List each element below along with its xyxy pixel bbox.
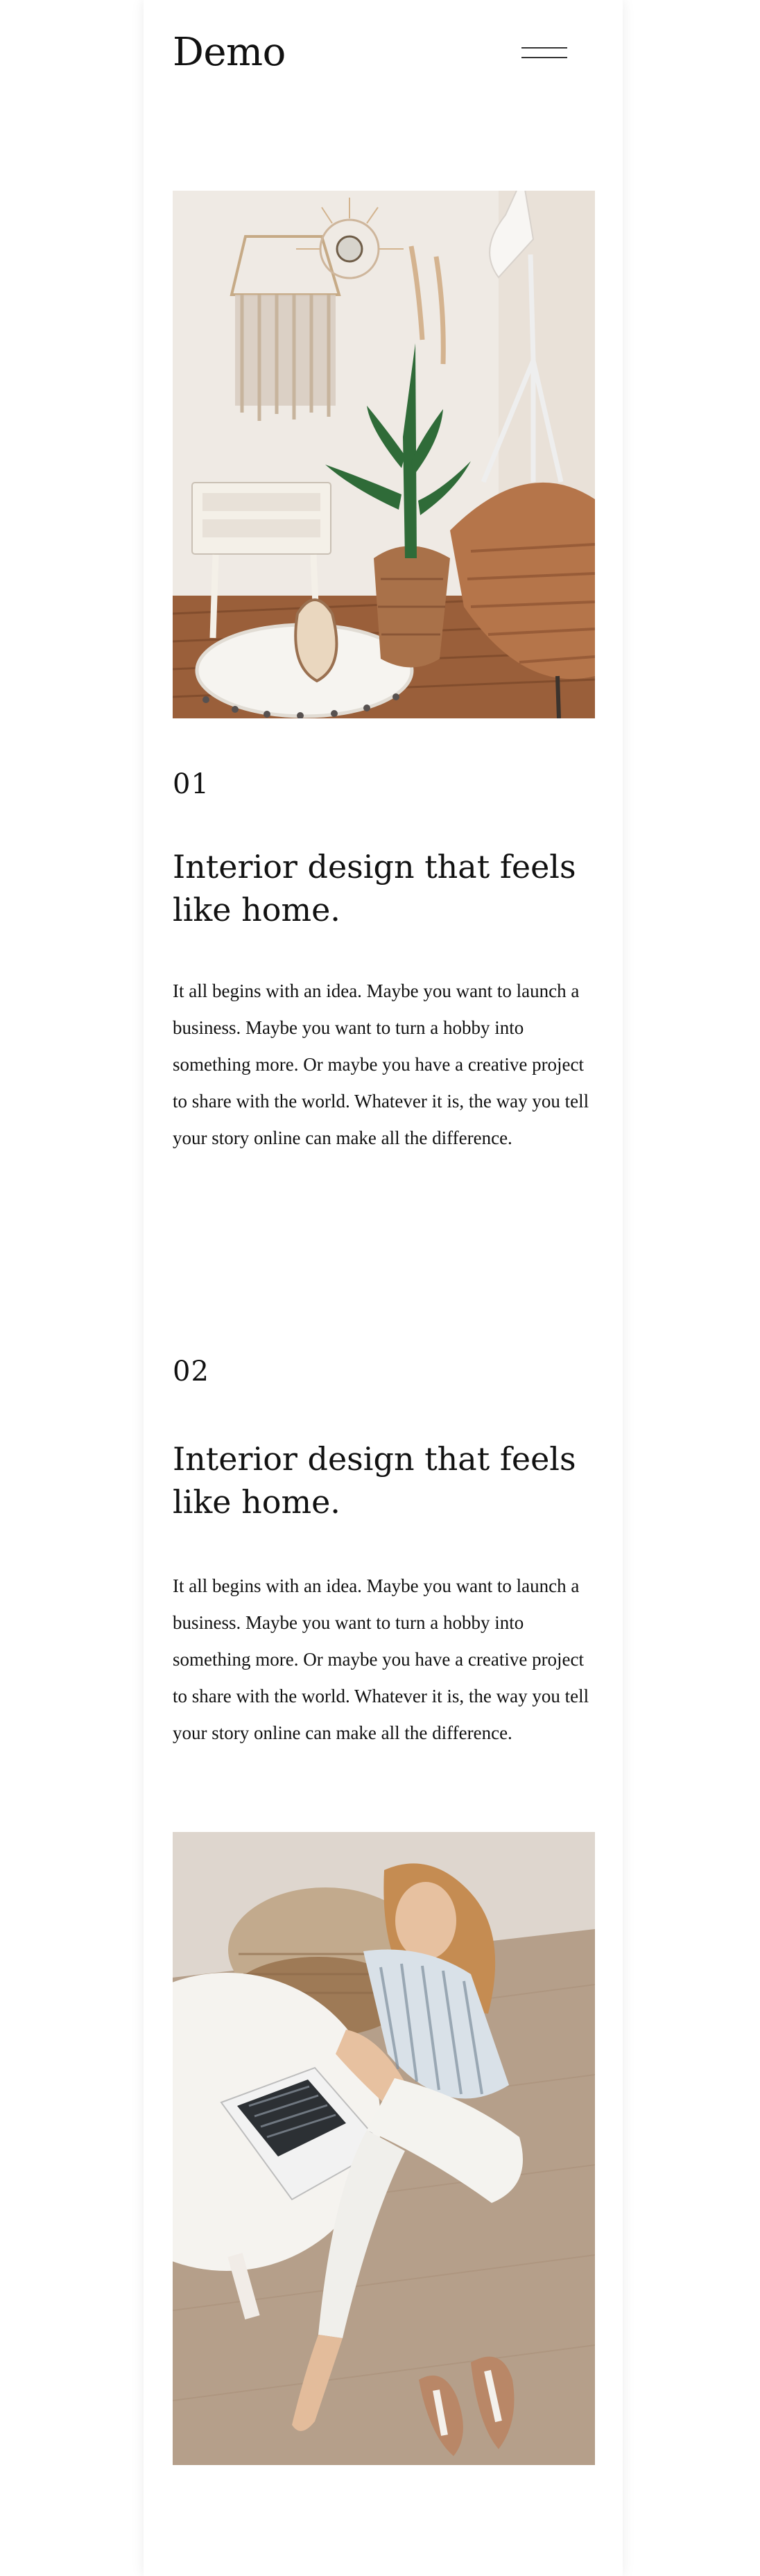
section-title-two: Interior design that feels like home. xyxy=(173,1440,576,1521)
woman-with-laptop-illustration xyxy=(173,1832,595,2465)
interior-room-illustration xyxy=(173,191,595,718)
woman-with-laptop-photo xyxy=(173,1832,595,2465)
content-panel xyxy=(144,0,623,2576)
hamburger-menu-button[interactable] xyxy=(521,40,567,65)
section-number-one: 01 xyxy=(173,768,209,800)
section-body-one: It all begins with an idea. Maybe you want to launch a business. Maybe you want to turn a hobby into something more. Or maybe you have a creative project to share with the world. Whatever it is, the way you tell your story online can make all the difference. xyxy=(173,980,589,1148)
section-title-one: Interior design that feels like home. xyxy=(173,848,576,928)
hamburger-menu-icon-bottom-line xyxy=(521,57,567,58)
hamburger-menu-icon-top-line xyxy=(521,47,567,49)
section-number-two: 02 xyxy=(173,1356,209,1388)
right-page-margin xyxy=(623,0,760,2576)
site-header xyxy=(173,28,596,83)
section-body-two: It all begins with an idea. Maybe you want to launch a business. Maybe you want to turn a hobby into something more. Or maybe you have a creative project to share with the world. Whatever it is, the way you tell your story online can make all the difference. xyxy=(173,1575,589,1743)
interior-room-photo xyxy=(173,191,595,718)
left-page-margin xyxy=(0,0,144,2576)
site-title[interactable]: Demo xyxy=(173,30,286,75)
